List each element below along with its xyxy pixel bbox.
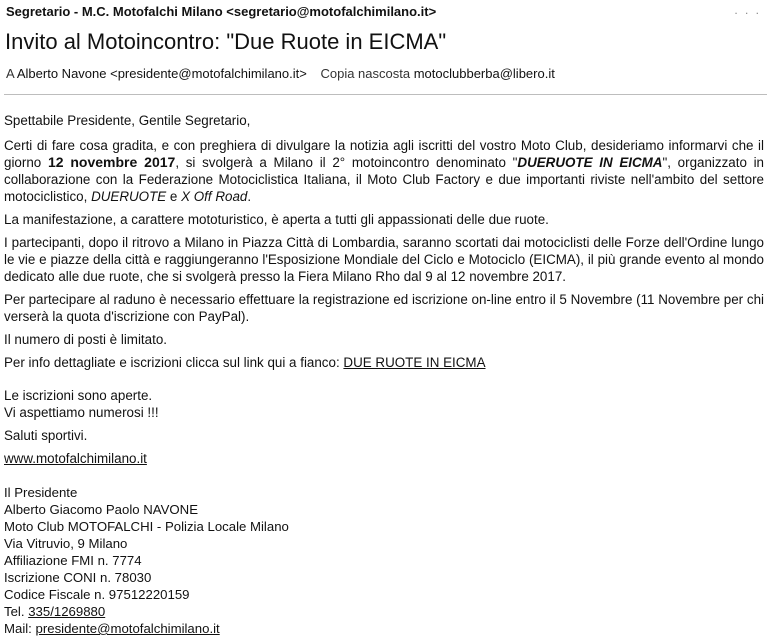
p1-text-b: , si svolgerà a Milano il 2° motoincontro denominato " [175,155,518,170]
info-text: Per info dettagliate e iscrizioni clicca sul link qui a fianco: [4,355,344,370]
event-date: 12 novembre 2017 [47,154,176,170]
signature-club: Moto Club MOTOFALCHI - Polizia Locale Milano [4,519,289,534]
email-body [4,112,764,637]
bcc-label: Copia nascosta [320,66,411,81]
tel-label: Tel. [4,604,29,619]
phone-link[interactable]: 335/1269880 [28,604,106,619]
p1-text-a: Certi di fare cosa gradita, e con preghiera di divulgare la notizia agli iscritti del vostro Moto Club, desideriamo informarvi che il giorno [4,138,764,170]
signature-name: Alberto Giacomo Paolo NAVONE [4,502,198,517]
signature-mail [4,620,764,637]
event-link[interactable]: DUE RUOTE IN EICMA [343,355,486,370]
p1-and: e [166,189,182,204]
p1-text-c: ", organizzato in collaborazione con la Federazione Motociclistica Italiana, il Moto Club Factory e due importanti riviste nell'ambito del settore motociclistico, [4,155,765,204]
signature-cf: Codice Fiscale n. 97512220159 [4,587,190,602]
email-subject: Invito al Motoincontro: "Due Ruote in EICMA" [5,29,447,54]
signature-tel [4,603,764,620]
more-options-icon[interactable]: . . . [734,3,761,17]
paragraph-info [4,354,764,371]
signature-coni: Iscrizione CONI n. 78030 [4,570,152,585]
signature-fmi: Affiliazione FMI n. 7774 [4,553,142,568]
recipients-line [6,66,555,81]
paragraph-participants: I partecipanti, dopo il ritrovo a Milano in Piazza Città di Lombardia, saranno scortati dai motociclisti delle Forze dell'Ordine lungo le vie e piazze della città e raggiungeranno l'Esposizione Mondiale del Ciclo e Motociclo (EICMA), il più grande evento al mondo dedicato alle due ruote, che si svolgerà presso la Fiera Milano Rho dal 9 al 12 novembre 2017. [4,235,764,284]
open-line-2: Vi aspettiamo numerosi !!! [4,405,159,420]
to-value[interactable]: Alberto Navone <presidente@motofalchimilano.it> [16,66,307,81]
bcc-value[interactable]: motoclubberba@libero.it [413,66,555,81]
event-name: DUERUOTE IN EICMA [517,155,663,170]
email-link[interactable]: presidente@motofalchimilano.it [35,621,220,636]
website-link[interactable]: www.motofalchimilano.it [4,451,147,466]
magazine-2: X Off Road [181,189,248,204]
greeting: Spettabile Presidente, Gentile Segretario, [4,113,251,128]
paragraph-registration: Per partecipare al raduno è necessario effettuare la registrazione ed iscrizione on-line entro il 5 Novembre (11 Novembre per chi verserà la quota d'iscrizione con PayPal). [4,292,764,324]
open-line-1: Le iscrizioni sono aperte. [4,388,153,403]
paragraph-limited: Il numero di posti è limitato. [4,332,167,347]
signature [4,484,764,637]
magazine-1: DUERUOTE [91,189,167,204]
header-divider [4,94,767,95]
regards: Saluti sportivi. [4,428,88,443]
signature-role: Il Presidente [4,485,78,500]
mail-label: Mail: [4,621,36,636]
paragraph-event: La manifestazione, a carattere mototuristico, è aperta a tutti gli appassionati delle due ruote. [4,212,549,227]
to-label: A [6,66,14,81]
sender-line: Segretario - M.C. Motofalchi Milano <segretario@motofalchimilano.it> [6,4,437,19]
signature-address: Via Vitruvio, 9 Milano [4,536,128,551]
paragraph-intro [4,137,764,205]
p1-end: . [247,189,252,204]
